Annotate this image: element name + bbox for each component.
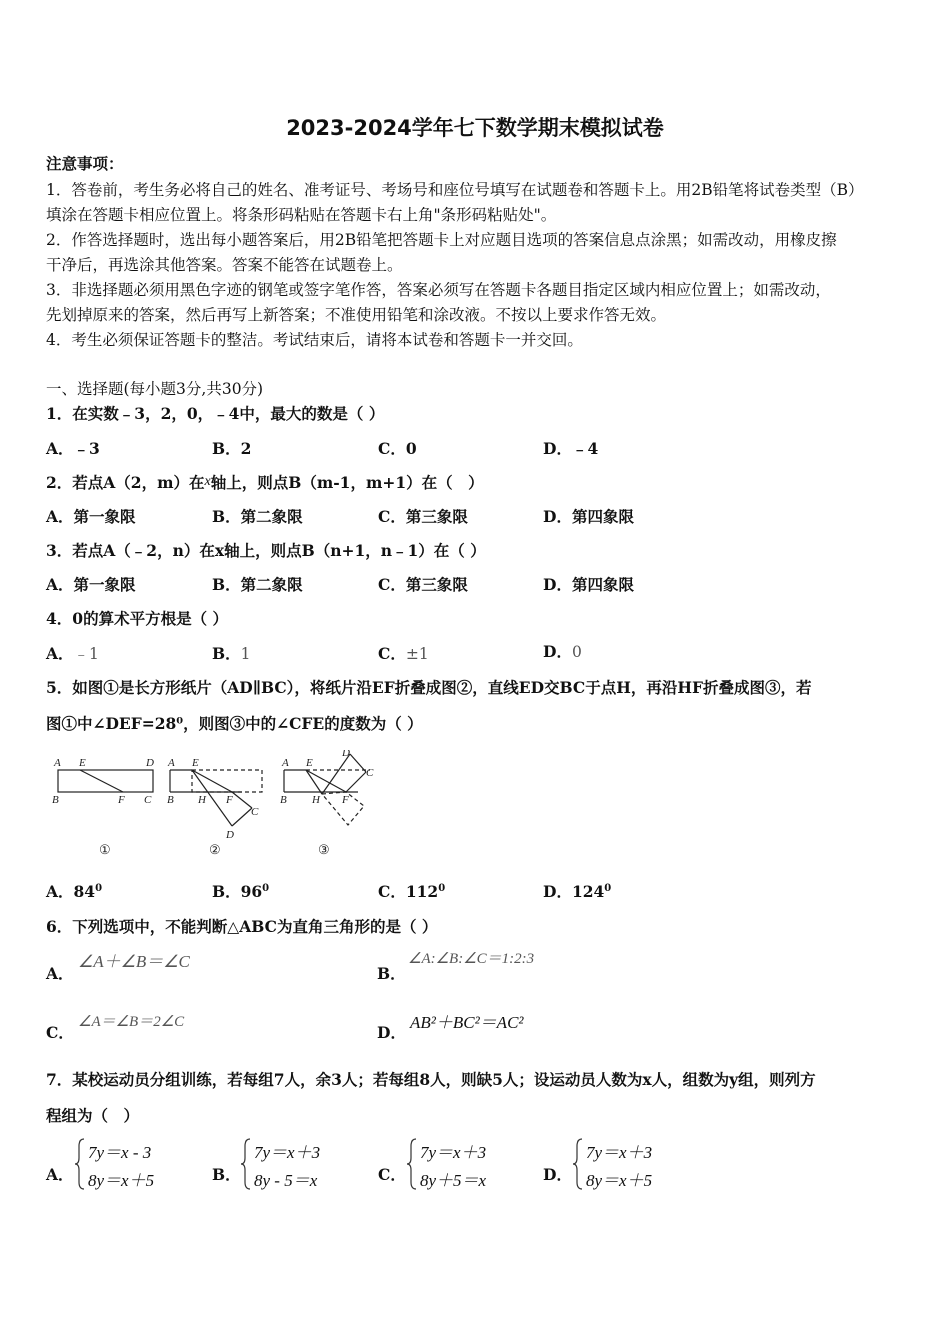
q7-b-equation-1: 7y＝x＋3 [254, 1143, 321, 1162]
brace-icon [406, 1138, 418, 1190]
figure-2-folded-edge [232, 808, 252, 826]
question-7-line1: 7．某校运动员分组训练，若每组7人，余3人；若每组8人，则缺5人；设运动员人数为x人，组数为y组，则列方 [46, 1070, 816, 1089]
point-label: B [52, 794, 59, 806]
page-title: 2023-2024学年七下数学期末模拟试卷 [286, 116, 664, 140]
degree-mark: 0 [262, 882, 270, 894]
point-label: H [312, 794, 320, 806]
q2-stem-part: 2．若点A（2，m）在 [46, 473, 205, 492]
q7-c-equation-1: 7y＝x＋3 [420, 1143, 487, 1162]
degree-mark: 0 [438, 882, 446, 894]
figure-2-fold-line [192, 770, 232, 792]
point-label: C [366, 767, 374, 779]
q3-option-b: B．第二象限 [212, 575, 303, 594]
point-label: C [144, 794, 152, 806]
question-6-stem: 6．下列选项中，不能判断△ABC为直角三角形的是（ ） [46, 917, 438, 936]
figure-2-folded-edge [232, 792, 252, 808]
notice-heading: 注意事项： [46, 154, 124, 173]
q3-option-c: C．第三象限 [378, 575, 468, 594]
notice-line: 2．作答选择题时，选出每小题答案后，用2B铅笔把答题卡上对应题目选项的答案信息点涂黑；如需改动，用橡皮擦 [46, 231, 837, 249]
q4-option-value: 0 [571, 643, 582, 661]
point-label: E [192, 757, 199, 769]
point-label: F [226, 794, 233, 806]
q4-option-label: B． [212, 644, 241, 663]
question-5-line2: 图①中∠DEF=28⁰，则图③中的∠CFE的度数为（ ） [46, 714, 423, 733]
q4-option-label: A． [46, 644, 74, 663]
q1-option-c: C．0 [378, 439, 417, 458]
point-label: B [280, 794, 287, 806]
point-label: C [251, 806, 259, 818]
figure-label: ② [209, 842, 221, 857]
q6-option-label: D． [377, 1023, 406, 1042]
point-label: D [342, 750, 350, 759]
q4-option-label: C． [378, 644, 406, 663]
q7-c-equation-2: 8y＋5＝x [420, 1171, 487, 1190]
q5-option-text: D．124 [543, 882, 605, 901]
q5-option-b [212, 880, 269, 902]
q2-option-d: D．第四象限 [543, 507, 634, 526]
q6-option-b-expr: ∠A:∠B:∠C＝1:2:3 [408, 951, 535, 967]
brace-icon [240, 1138, 252, 1190]
question-4-stem: 4．0的算术平方根是（ ） [46, 609, 228, 628]
q4-option-value: ﹣1 [73, 645, 99, 663]
q5-option-d [543, 880, 611, 902]
point-label: A [282, 757, 289, 769]
figure-3-crease [306, 770, 322, 794]
q1-option-d: D．﹣4 [543, 439, 599, 458]
q6-option-label: C． [46, 1023, 74, 1042]
q2-option-c: C．第三象限 [378, 507, 468, 526]
q5-option-text: B．96 [212, 882, 263, 901]
point-label: F [118, 794, 125, 806]
figure-1-fold-line [80, 770, 123, 792]
point-label: D [146, 757, 154, 769]
q5-option-c [378, 880, 445, 902]
q7-option-label: C． [378, 1165, 406, 1184]
q4-option-b [212, 642, 250, 664]
figure-3-folded-edge [322, 754, 350, 794]
point-label: H [198, 794, 206, 806]
question-5-line1: 5．如图①是长方形纸片（AD∥BC），将纸片沿EF折叠成图②，直线ED交BC于点H，再沿HF折叠成图③，若 [46, 678, 812, 697]
q6-option-label: B． [377, 964, 406, 983]
q7-d-equation-1: 7y＝x＋3 [586, 1143, 653, 1162]
point-label: D [226, 829, 234, 841]
notice-line: 先划掉原来的答案，然后再写上新答案；不准使用铅笔和涂改液。不按以上要求作答无效。 [46, 306, 667, 324]
q7-a-equation-2: 8y＝x＋5 [88, 1171, 155, 1190]
figure-label: ① [99, 842, 111, 857]
q1-option-b: B．2 [212, 439, 252, 458]
notice-line: 3．非选择题必须用黑色字迹的钢笔或签字笔作答，答案必须写在答题卡各题目指定区域内相应位置上；如需改动， [46, 281, 831, 299]
q5-option-a [46, 880, 102, 902]
q6-option-label: A． [46, 964, 74, 983]
brace-icon [74, 1138, 86, 1190]
q4-option-label: D． [543, 642, 572, 661]
q4-option-a [46, 642, 99, 664]
point-label: E [306, 757, 313, 769]
q7-option-label: B． [212, 1165, 241, 1184]
q3-option-d: D．第四象限 [543, 575, 634, 594]
folding-figure [46, 750, 386, 865]
brace-icon [572, 1138, 584, 1190]
q7-option-label: D． [543, 1165, 572, 1184]
q5-option-text: A．84 [46, 882, 96, 901]
point-label: F [342, 794, 349, 806]
q3-option-a: A．第一象限 [46, 575, 136, 594]
q2-stem-part: 轴上，则点B（m-1，m+1）在（ ） [210, 473, 484, 492]
figure-3-folded-edge [346, 772, 366, 792]
notice-line: 填涂在答题卡相应位置上。将条形码粘贴在答题卡右上角"条形码粘贴处"。 [46, 206, 557, 224]
q4-option-value: ±1 [405, 645, 429, 663]
degree-mark: 0 [604, 882, 612, 894]
q1-option-a: A．﹣3 [46, 439, 100, 458]
point-label: B [167, 794, 174, 806]
q7-b-equation-2: 8y - 5＝x [254, 1171, 318, 1190]
figure-1-rectangle [58, 770, 153, 792]
q7-a-equation-1: 7y＝x - 3 [88, 1143, 152, 1162]
question-3-stem: 3．若点A（﹣2，n）在x轴上，则点B（n+1，n﹣1）在（ ） [46, 541, 486, 560]
q2-option-a: A．第一象限 [46, 507, 136, 526]
point-label: A [54, 757, 61, 769]
q6-option-a-expr: ∠A＋∠B＝∠C [78, 952, 190, 971]
question-1-stem: 1．在实数﹣3，2，0，﹣4中，最大的数是（ ） [46, 404, 385, 423]
q7-option-label: A． [46, 1165, 74, 1184]
question-7-line2: 程组为（ ） [46, 1106, 140, 1125]
q2-option-b: B．第二象限 [212, 507, 303, 526]
notice-line: 4．考生必须保证答题卡的整洁。考试结束后，请将本试卷和答题卡一并交回。 [46, 331, 583, 349]
q4-option-c [378, 642, 429, 664]
question-2-stem [46, 471, 484, 493]
degree-mark: 0 [95, 882, 103, 894]
q4-option-value: 1 [240, 645, 251, 663]
figure-3-folded-edge [350, 754, 366, 772]
q7-d-equation-2: 8y＝x＋5 [586, 1171, 653, 1190]
point-label: A [168, 757, 175, 769]
q5-option-text: C．112 [378, 882, 439, 901]
q2-variable: x [204, 474, 211, 489]
q4-option-d [543, 640, 582, 662]
section-heading: 一、选择题(每小题3分,共30分) [46, 380, 264, 398]
notice-line: 1．答卷前，考生务必将自己的姓名、准考证号、考场号和座位号填写在试题卷和答题卡上。用2B铅笔将试卷类型（B） [46, 181, 864, 199]
notice-line: 干净后，再选涂其他答案。答案不能答在试题卷上。 [46, 256, 403, 274]
q6-option-c-expr: ∠A＝∠B＝2∠C [78, 1014, 185, 1030]
figure-label: ③ [318, 842, 330, 857]
point-label: E [79, 757, 86, 769]
q6-option-d-expr: AB²＋BC²＝AC² [410, 1013, 524, 1032]
